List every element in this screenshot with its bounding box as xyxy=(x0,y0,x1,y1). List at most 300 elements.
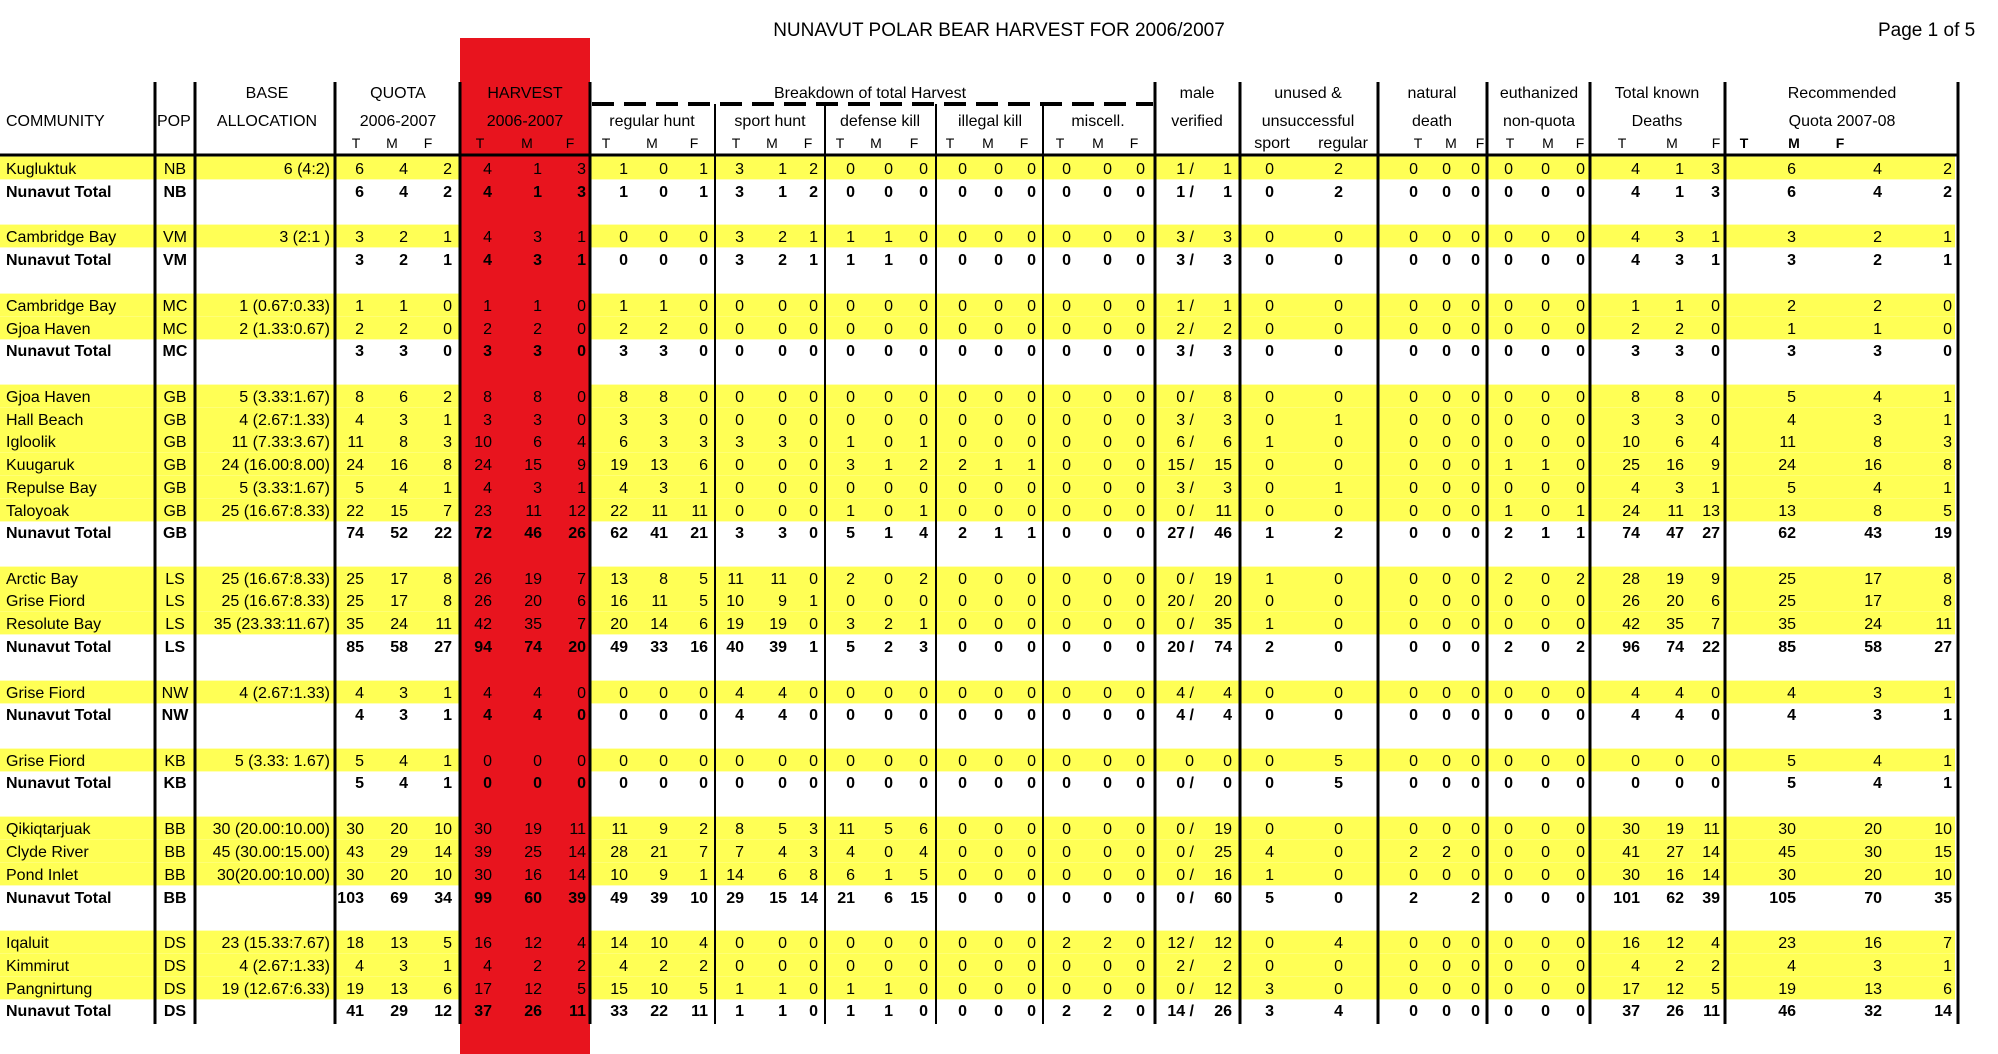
cell-value: 0 xyxy=(699,412,708,429)
cell-value: 0 xyxy=(1541,753,1550,770)
cell-value: 0 xyxy=(994,981,1003,998)
cell-value: 0 xyxy=(884,707,893,724)
cell-value: 0 xyxy=(1442,685,1451,702)
cell-value: 0 xyxy=(1576,321,1585,338)
population-code: MC xyxy=(162,321,188,338)
cell-value: 0 xyxy=(1027,184,1036,201)
cell-value: 0 xyxy=(884,412,893,429)
cell-value: 2 xyxy=(809,161,818,178)
cell-value: 3 xyxy=(443,434,452,451)
cell-value: 16 xyxy=(474,935,492,952)
cell-value: 0 xyxy=(958,229,967,246)
cell-value: 3 xyxy=(533,343,542,360)
cell-value: 0 xyxy=(994,184,1003,201)
cell-value: 0 xyxy=(1504,298,1513,315)
cell-value: 2 xyxy=(659,321,668,338)
cell-value: 1 xyxy=(1943,412,1952,429)
cell-value: 11 xyxy=(838,821,855,838)
cell-value: 30 xyxy=(1778,821,1796,838)
cell-value: 0 xyxy=(778,343,787,360)
cell-value: 0 xyxy=(1576,480,1585,497)
population-code: GB xyxy=(163,412,187,429)
cell-value: 0 xyxy=(994,321,1003,338)
cell-value: 0 xyxy=(1471,935,1480,952)
cell-value: 2 xyxy=(533,321,542,338)
cell-value: 2 xyxy=(1409,890,1418,907)
header-quota-next: Quota 2007-08 xyxy=(1788,113,1896,130)
cell-value: 0 xyxy=(1541,844,1550,861)
cell-value: 1 xyxy=(778,161,787,178)
cell-value: 3 xyxy=(846,457,855,474)
cell-value: 35 xyxy=(1778,616,1796,633)
cell-value: 0 xyxy=(1409,753,1418,770)
cell-value: 42 xyxy=(1622,616,1640,633)
cell-value: 0 xyxy=(958,252,967,269)
cell-value: 0 xyxy=(1711,389,1720,406)
cell-value: 0 xyxy=(1504,480,1513,497)
cell-value: 0 xyxy=(1471,958,1480,975)
header-m: M xyxy=(1445,135,1457,151)
cell-value: 3 xyxy=(1943,434,1952,451)
cell-value: 9 xyxy=(778,593,787,610)
cell-value: 46 xyxy=(524,525,542,542)
cell-value: 0 xyxy=(809,412,818,429)
cell-value: 8 xyxy=(809,867,818,884)
cell-value: 11 xyxy=(1779,434,1796,451)
population-code: GB xyxy=(163,525,187,542)
cell-value: 0 xyxy=(958,707,967,724)
cell-value: 1 xyxy=(443,229,452,246)
cell-value: 2 / xyxy=(1176,958,1194,975)
cell-value: 11 xyxy=(435,616,452,633)
cell-value: 41 xyxy=(346,1003,364,1020)
cell-value: 6 xyxy=(355,184,364,201)
cell-value: 0 xyxy=(846,685,855,702)
cell-value: 74 xyxy=(1666,639,1684,656)
cell-value: 0 xyxy=(1265,821,1274,838)
cell-value: 0 xyxy=(919,775,928,792)
cell-value: 1 xyxy=(884,457,893,474)
cell-value: 0 xyxy=(1136,298,1145,315)
cell-value: 6 xyxy=(919,821,928,838)
cell-value: 0 xyxy=(846,707,855,724)
cell-value: 4 xyxy=(483,707,492,724)
cell-value: 10 xyxy=(434,867,452,884)
population-code: NW xyxy=(161,707,189,724)
cell-value: 0 xyxy=(1062,161,1071,178)
cell-value: 3 xyxy=(735,161,744,178)
cell-value: 0 xyxy=(1541,639,1550,656)
cell-value: 0 xyxy=(958,412,967,429)
cell-value: 0 xyxy=(846,343,855,360)
cell-value: 1 xyxy=(1943,753,1952,770)
cell-value: 0 xyxy=(1442,480,1451,497)
cell-value: 0 xyxy=(1334,434,1343,451)
cell-value: 0 xyxy=(778,412,787,429)
header-pop: POP xyxy=(157,113,191,130)
cell-value: 0 xyxy=(1504,775,1513,792)
cell-value: 0 xyxy=(1442,571,1451,588)
cell-value: 4 xyxy=(778,685,787,702)
cell-value: 0 xyxy=(1442,707,1451,724)
cell-value: 1 xyxy=(1265,525,1274,542)
cell-value: 30 xyxy=(1864,844,1882,861)
cell-value: 16 xyxy=(690,639,708,656)
cell-value: 0 xyxy=(1504,252,1513,269)
cell-value: 0 xyxy=(1062,571,1071,588)
cell-value: 4 xyxy=(1631,480,1640,497)
cell-value: 0 xyxy=(1334,981,1343,998)
cell-value: 29 xyxy=(390,844,408,861)
cell-value: 0 xyxy=(1631,775,1640,792)
cell-value: 0 xyxy=(1504,593,1513,610)
cell-value: 28 xyxy=(610,844,628,861)
cell-value: 0 xyxy=(1541,343,1550,360)
cell-value: 0 xyxy=(778,321,787,338)
cell-value: 0 xyxy=(846,775,855,792)
cell-value: 0 xyxy=(1541,1003,1550,1020)
cell-value: 0 xyxy=(1265,252,1274,269)
cell-value: 1 xyxy=(778,1003,787,1020)
cell-value: 2 xyxy=(884,616,893,633)
page-title: NUNAVUT POLAR BEAR HARVEST FOR 2006/2007 xyxy=(773,20,1225,41)
cell-value: 6 xyxy=(1787,161,1796,178)
cell-value: 27 / xyxy=(1167,525,1194,542)
cell-value: 0 xyxy=(994,161,1003,178)
cell-value: 5 xyxy=(577,981,586,998)
cell-value: 11 xyxy=(691,1003,708,1020)
cell-value: 6 xyxy=(1787,184,1796,201)
cell-value: 1 xyxy=(1027,457,1036,474)
cell-value: 0 xyxy=(1504,389,1513,406)
cell-value: 0 xyxy=(1062,457,1071,474)
cell-value: 0 xyxy=(809,298,818,315)
base-allocation: 4 (2.67:1.33) xyxy=(239,685,330,702)
cell-value: 0 xyxy=(1442,412,1451,429)
cell-value: 0 xyxy=(1334,707,1343,724)
cell-value: 4 xyxy=(919,525,928,542)
cell-value: 1 xyxy=(1943,389,1952,406)
cell-value: 2 xyxy=(1334,161,1343,178)
cell-value: 6 xyxy=(699,457,708,474)
cell-value: 29 xyxy=(726,890,744,907)
cell-value: 0 xyxy=(884,184,893,201)
cell-value: 3 xyxy=(355,229,364,246)
cell-value: 85 xyxy=(346,639,364,656)
cell-value: 0 xyxy=(1442,616,1451,633)
cell-value: 0 xyxy=(1136,890,1145,907)
cell-value: 0 xyxy=(1027,775,1036,792)
cell-value: 60 xyxy=(1214,890,1232,907)
cell-value: 2 xyxy=(778,252,787,269)
cell-value: 4 xyxy=(919,844,928,861)
cell-value: 26 xyxy=(474,571,492,588)
header-m: M xyxy=(870,135,882,151)
cell-value: 2 xyxy=(919,457,928,474)
community-name: Nunavut Total xyxy=(6,184,112,201)
cell-value: 2 xyxy=(1787,298,1796,315)
community-name: Gjoa Haven xyxy=(6,321,91,338)
cell-value: 1 xyxy=(1943,958,1952,975)
cell-value: 0 xyxy=(1062,503,1071,520)
cell-value: 4 xyxy=(399,480,408,497)
cell-value: 1 xyxy=(846,434,855,451)
cell-value: 2 xyxy=(1103,935,1112,952)
cell-value: 0 xyxy=(1576,593,1585,610)
cell-value: 2 xyxy=(1334,184,1343,201)
cell-value: 0 xyxy=(809,525,818,542)
cell-value: 1 xyxy=(1504,503,1513,520)
cell-value: 22 xyxy=(650,1003,668,1020)
cell-value: 6 xyxy=(884,890,893,907)
cell-value: 4 xyxy=(483,161,492,178)
cell-value: 21 xyxy=(690,525,708,542)
cell-value: 0 xyxy=(994,867,1003,884)
cell-value: 0 xyxy=(699,343,708,360)
cell-value: 6 xyxy=(443,981,452,998)
header-m: M xyxy=(1788,135,1800,151)
cell-value: 0 xyxy=(1103,161,1112,178)
cell-value: 0 xyxy=(809,503,818,520)
cell-value: 0 xyxy=(1062,958,1071,975)
cell-value: 0 xyxy=(1409,457,1418,474)
cell-value: 0 xyxy=(1062,434,1071,451)
cell-value: 0 xyxy=(778,958,787,975)
cell-value: 0 xyxy=(778,298,787,315)
cell-value: 0 xyxy=(1409,639,1418,656)
cell-value: 0 xyxy=(735,321,744,338)
cell-value: 3 xyxy=(778,525,787,542)
cell-value: 1 xyxy=(919,503,928,520)
cell-value: 0 xyxy=(1442,593,1451,610)
cell-value: 0 xyxy=(1541,161,1550,178)
cell-value: 4 xyxy=(1711,434,1720,451)
cell-value: 46 xyxy=(1778,1003,1796,1020)
cell-value: 0 xyxy=(1541,707,1550,724)
cell-value: 0 xyxy=(1409,229,1418,246)
cell-value: 0 xyxy=(1136,480,1145,497)
cell-value: 1 xyxy=(1787,321,1796,338)
header-f: F xyxy=(1129,135,1139,151)
cell-value: 0 xyxy=(1027,343,1036,360)
cell-value: 0 xyxy=(1223,753,1232,770)
cell-value: 5 xyxy=(1787,480,1796,497)
cell-value: 15 xyxy=(524,457,542,474)
cell-value: 52 xyxy=(390,525,408,542)
base-allocation: 6 (4:2) xyxy=(283,161,330,178)
cell-value: 0 xyxy=(884,571,893,588)
header-community: COMMUNITY xyxy=(6,113,105,130)
cell-value: 8 xyxy=(659,571,668,588)
cell-value: 0 xyxy=(577,775,586,792)
cell-value: 0 xyxy=(1711,412,1720,429)
cell-value: 103 xyxy=(337,890,364,907)
cell-value: 2 xyxy=(884,639,893,656)
cell-value: 0 xyxy=(1471,775,1480,792)
cell-value: 10 xyxy=(650,935,668,952)
cell-value: 8 xyxy=(1873,503,1882,520)
cell-value: 10 xyxy=(726,593,744,610)
cell-value: 6 xyxy=(699,616,708,633)
cell-value: 25 xyxy=(346,593,364,610)
cell-value: 1 xyxy=(1943,685,1952,702)
cell-value: 3 / xyxy=(1176,252,1194,269)
cell-value: 3 / xyxy=(1176,343,1194,360)
cell-value: 0 xyxy=(958,389,967,406)
community-name: Cambridge Bay xyxy=(6,298,117,315)
cell-value: 0 xyxy=(1027,685,1036,702)
community-name: Resolute Bay xyxy=(6,616,102,633)
cell-value: 0 xyxy=(1442,981,1451,998)
cell-value: 3 xyxy=(483,412,492,429)
cell-value: 0 xyxy=(1265,343,1274,360)
cell-value: 0 xyxy=(1136,958,1145,975)
cell-value: 0 xyxy=(958,1003,967,1020)
cell-value: 14 xyxy=(1702,867,1720,884)
cell-value: 24 xyxy=(390,616,408,633)
cell-value: 5 xyxy=(443,935,452,952)
cell-value: 11 xyxy=(611,821,628,838)
cell-value: 62 xyxy=(1778,525,1796,542)
cell-value: 4 xyxy=(355,707,364,724)
cell-value: 12 xyxy=(1666,981,1684,998)
cell-value: 0 xyxy=(1576,890,1585,907)
cell-value: 0 xyxy=(958,821,967,838)
cell-value: 0 xyxy=(958,321,967,338)
community-name: Hall Beach xyxy=(6,412,84,429)
cell-value: 0 xyxy=(884,503,893,520)
cell-value: 8 xyxy=(443,571,452,588)
header-t: T xyxy=(601,135,611,151)
cell-value: 0 xyxy=(809,616,818,633)
cell-value: 0 xyxy=(1062,321,1071,338)
cell-value: 0 xyxy=(1471,844,1480,861)
base-allocation: 45 (30.00:15.00) xyxy=(212,844,330,861)
cell-value: 20 xyxy=(610,616,628,633)
cell-value: 5 xyxy=(884,821,893,838)
cell-value: 6 xyxy=(619,434,628,451)
community-name: Nunavut Total xyxy=(6,707,112,724)
cell-value: 0 xyxy=(735,753,744,770)
cell-value: 0 xyxy=(846,389,855,406)
cell-value: 1 xyxy=(1943,775,1952,792)
cell-value: 0 xyxy=(659,252,668,269)
header-death: death xyxy=(1411,113,1453,130)
cell-value: 0 xyxy=(809,434,818,451)
cell-value: 0 xyxy=(1442,321,1451,338)
cell-value: 0 xyxy=(919,412,928,429)
header-m: M xyxy=(1666,135,1678,151)
cell-value: 0 xyxy=(994,753,1003,770)
cell-value: 0 xyxy=(958,571,967,588)
cell-value: 0 xyxy=(1136,844,1145,861)
cell-value: 13 xyxy=(1864,981,1882,998)
cell-value: 4 xyxy=(483,480,492,497)
cell-value: 0 xyxy=(1504,1003,1513,1020)
cell-value: 0 xyxy=(1711,298,1720,315)
cell-value: 4 xyxy=(1631,958,1640,975)
cell-value: 1 xyxy=(1576,503,1585,520)
cell-value: 1 xyxy=(994,525,1003,542)
cell-value: 0 xyxy=(1027,252,1036,269)
cell-value: 0 xyxy=(846,298,855,315)
cell-value: 0 xyxy=(1103,252,1112,269)
header-f: F xyxy=(1475,135,1485,151)
header-unused: unused & xyxy=(1274,85,1342,102)
cell-value: 0 xyxy=(994,935,1003,952)
cell-value: 4 xyxy=(1873,184,1882,201)
cell-value: 0 xyxy=(1265,298,1274,315)
cell-value: 62 xyxy=(1666,890,1684,907)
cell-value: 0 xyxy=(958,685,967,702)
community-name: Iqaluit xyxy=(6,935,49,952)
cell-value: 15 xyxy=(390,503,408,520)
header-verified: verified xyxy=(1171,113,1223,130)
cell-value: 3 xyxy=(399,958,408,975)
cell-value: 0 xyxy=(1409,685,1418,702)
cell-value: 1 xyxy=(1541,525,1550,542)
cell-value: 2 xyxy=(399,229,408,246)
cell-value: 0 xyxy=(1541,412,1550,429)
cell-value: 3 xyxy=(399,343,408,360)
header-breakdown: Breakdown of total Harvest xyxy=(773,85,967,102)
cell-value: 0 xyxy=(1027,593,1036,610)
cell-value: 3 xyxy=(1873,707,1882,724)
cell-value: 0 xyxy=(699,775,708,792)
cell-value: 0 xyxy=(809,457,818,474)
cell-value: 3 xyxy=(1787,229,1796,246)
cell-value: 42 xyxy=(474,616,492,633)
cell-value: 3 xyxy=(1631,412,1640,429)
cell-value: 4 xyxy=(778,844,787,861)
cell-value: 0 xyxy=(1471,321,1480,338)
cell-value: 4 xyxy=(1787,958,1796,975)
cell-value: 85 xyxy=(1778,639,1796,656)
cell-value: 0 xyxy=(1136,252,1145,269)
cell-value: 0 xyxy=(577,389,586,406)
cell-value: 14 xyxy=(800,890,818,907)
cell-value: 74 xyxy=(1214,639,1232,656)
cell-value: 41 xyxy=(1622,844,1640,861)
cell-value: 0 xyxy=(1504,616,1513,633)
cell-value: 0 xyxy=(994,503,1003,520)
cell-value: 0 xyxy=(1409,389,1418,406)
cell-value: 0 xyxy=(735,480,744,497)
population-code: DS xyxy=(163,981,187,998)
cell-value: 3 xyxy=(533,252,542,269)
cell-value: 0 xyxy=(994,343,1003,360)
cell-value: 0 xyxy=(994,844,1003,861)
cell-value: 11 xyxy=(1703,1003,1720,1020)
cell-value: 0 xyxy=(919,1003,928,1020)
cell-value: 1 xyxy=(355,298,364,315)
cell-value: 13 xyxy=(1778,503,1796,520)
cell-value: 1 xyxy=(619,298,628,315)
cell-value: 60 xyxy=(524,890,542,907)
cell-value: 0 / xyxy=(1176,890,1194,907)
cell-value: 0 xyxy=(1062,229,1071,246)
cell-value: 0 / xyxy=(1176,981,1194,998)
cell-value: 0 xyxy=(919,753,928,770)
cell-value: 0 xyxy=(1103,321,1112,338)
cell-value: 0 xyxy=(483,753,492,770)
cell-value: 0 xyxy=(699,321,708,338)
cell-value: 0 xyxy=(1136,935,1145,952)
cell-value: 0 xyxy=(1576,616,1585,633)
cell-value: 12 xyxy=(524,981,542,998)
cell-value: 0 xyxy=(1541,981,1550,998)
cell-value: 39 xyxy=(568,890,586,907)
